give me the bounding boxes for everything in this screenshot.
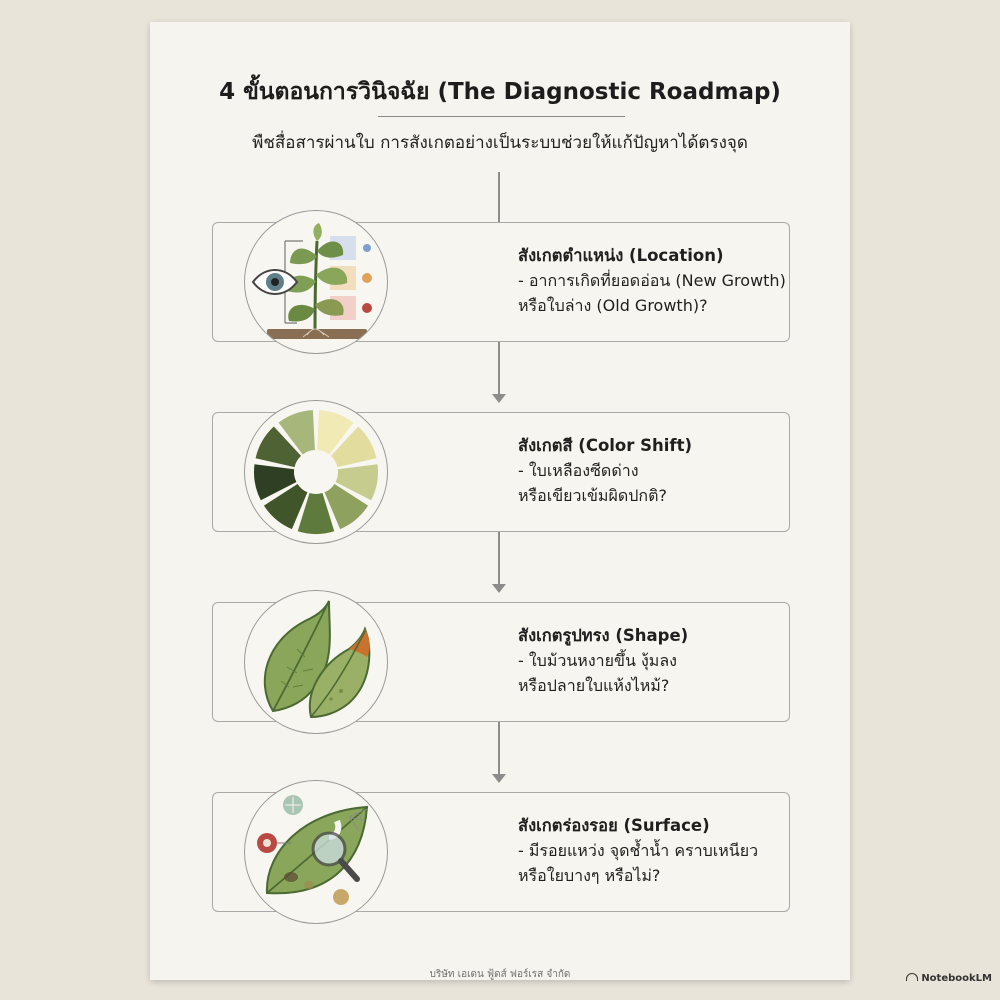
- connector-arrow: [492, 584, 506, 593]
- eye-plant-location-icon: [244, 210, 388, 354]
- connector-line: [498, 720, 500, 780]
- connector-line: [498, 172, 500, 224]
- step-title: สังเกตตำแหน่ง (Location): [518, 246, 724, 265]
- step-text: [518, 623, 788, 698]
- step-question: - ใบม้วนหงายขึ้น งุ้มลง: [518, 651, 677, 670]
- step-text: [518, 433, 788, 508]
- leaf-magnifier-icon: [244, 780, 388, 924]
- color-wheel-icon: [244, 400, 388, 544]
- title-divider: [378, 116, 625, 117]
- page-title: 4 ขั้นตอนการวินิจฉัย (The Diagnostic Roadmap): [219, 79, 781, 105]
- step-question: - ใบเหลืองซีดด่าง: [518, 461, 639, 480]
- brand-badge: [906, 973, 992, 984]
- brand-label: NotebookLM: [921, 973, 992, 984]
- step-text: [518, 813, 788, 888]
- step-question: หรือเขียวเข้มผิดปกติ?: [518, 486, 667, 505]
- connector-arrow: [492, 774, 506, 783]
- step-title: สังเกตรูปทรง (Shape): [518, 626, 689, 645]
- step-title: สังเกตร่องรอย (Surface): [518, 816, 710, 835]
- connector-line: [498, 530, 500, 590]
- step-question: หรือใยบางๆ หรือไม่?: [518, 866, 661, 885]
- step-title: สังเกตสี (Color Shift): [518, 436, 693, 455]
- step-question: หรือปลายใบแห้งไหม้?: [518, 676, 670, 695]
- page-subtitle: พืชสื่อสารผ่านใบ การสังเกตอย่างเป็นระบบช่วยให้แก้ปัญหาได้ตรงจุด: [252, 133, 748, 153]
- curled-leaves-icon: [244, 590, 388, 734]
- connector-line: [498, 340, 500, 400]
- step-question: หรือใบล่าง (Old Growth)?: [518, 296, 708, 315]
- step-question: - อาการเกิดที่ยอดอ่อน (New Growth): [518, 271, 786, 290]
- connector-arrow: [492, 394, 506, 403]
- footer-company: บริษัท เอเดน ฟู้ดส์ ฟอร์เรส จำกัด: [429, 969, 571, 980]
- poster: [150, 22, 850, 980]
- notebooklm-logo-icon: [906, 973, 918, 981]
- step-question: - มีรอยแหว่ง จุดช้ำน้ำ คราบเหนียว: [518, 841, 759, 860]
- step-text: [518, 243, 788, 318]
